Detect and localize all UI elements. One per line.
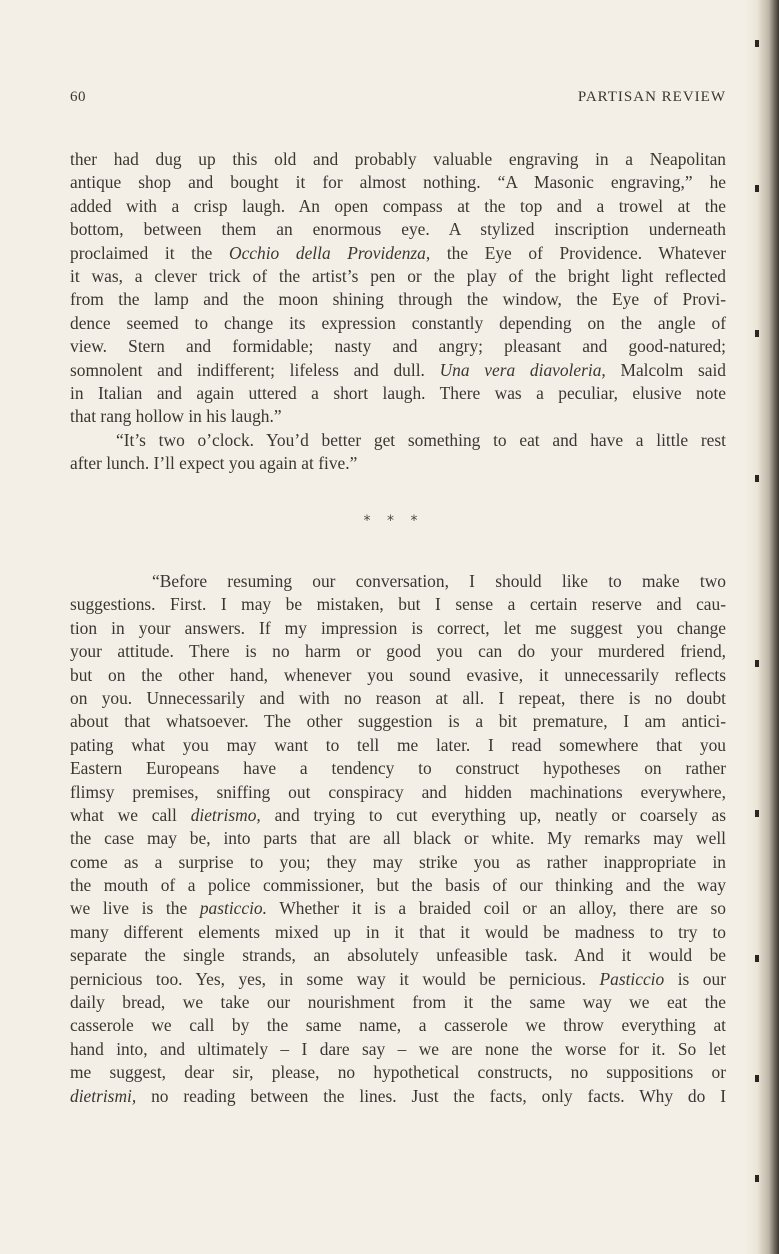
text-run: “It’s two o’clock. You’d better get something to eat and have a little rest xyxy=(116,429,726,450)
text-line xyxy=(70,944,726,967)
text-line xyxy=(70,664,726,687)
text-run: we live is the xyxy=(70,898,200,919)
section-separator: * * * xyxy=(363,513,424,529)
text-line xyxy=(70,897,726,920)
text-line xyxy=(70,1061,726,1084)
text-run: after lunch. I’ll expect you again at five.” xyxy=(70,453,358,474)
text-line xyxy=(70,640,726,663)
edge-mark xyxy=(755,185,759,192)
text-line xyxy=(70,171,726,194)
text-run: hand into, and ultimately – I dare say – we are none the worse for it. So let xyxy=(70,1038,726,1059)
text-line xyxy=(70,570,726,593)
page-header xyxy=(70,89,726,109)
italic-phrase: pasticcio. xyxy=(199,898,267,919)
text-line xyxy=(70,359,726,382)
edge-mark xyxy=(755,1175,759,1182)
edge-mark xyxy=(755,810,759,817)
text-line xyxy=(70,710,726,733)
text-run: your attitude. There is no harm or good you can do your murdered friend, xyxy=(70,641,726,662)
text-line xyxy=(70,851,726,874)
text-run: about that whatsoever. The other suggestion is a bit premature, I am antici- xyxy=(70,711,726,732)
text-run: but on the other hand, whenever you sound evasive, it unnecessarily reflects xyxy=(70,664,726,685)
edge-mark xyxy=(755,475,759,482)
text-run: pating what you may want to tell me later. I read somewhere that you xyxy=(70,734,726,755)
text-line xyxy=(70,617,726,640)
text-run: the Eye of Providence. Whatever xyxy=(430,242,726,263)
text-line xyxy=(70,218,726,241)
italic-phrase: dietrismo, xyxy=(190,804,261,825)
edge-mark xyxy=(755,330,759,337)
text-line xyxy=(70,335,726,358)
text-line xyxy=(70,593,726,616)
text-run: casserole we call by the same name, a casserole we throw everything at xyxy=(70,1015,726,1036)
text-line xyxy=(70,804,726,827)
text-run: from the lamp and the moon shining through the window, the Eye of Provi- xyxy=(70,289,726,310)
text-run: no reading between the lines. Just the facts, only facts. Why do I xyxy=(136,1085,726,1106)
text-line xyxy=(70,1085,726,1108)
text-line xyxy=(70,312,726,335)
text-line xyxy=(70,382,726,405)
text-run: bottom, between them an enormous eye. A stylized inscription underneath xyxy=(70,219,726,240)
edge-mark xyxy=(755,660,759,667)
text-run: it was, a clever trick of the artist’s pen or the play of the bright light reflected xyxy=(70,265,726,286)
edge-mark xyxy=(755,40,759,47)
text-line xyxy=(70,827,726,850)
text-line xyxy=(70,734,726,757)
edge-mark xyxy=(755,955,759,962)
text-run: that rang hollow in his laugh.” xyxy=(70,406,282,427)
text-run: daily bread, we take our nourishment from it the same way we eat the xyxy=(70,992,726,1013)
text-run: proclaimed it the xyxy=(70,242,230,263)
text-line xyxy=(70,148,726,171)
text-line xyxy=(70,429,726,452)
text-run: is our xyxy=(664,968,726,989)
text-run: in Italian and again uttered a short laugh. There was a peculiar, elusive note xyxy=(70,382,726,403)
text-run: come as a surprise to you; they may strike you as rather inappropriate in xyxy=(70,851,726,872)
running-head: PARTISAN REVIEW xyxy=(577,89,726,105)
text-line xyxy=(70,1038,726,1061)
text-run: Malcolm said xyxy=(605,359,727,380)
text-run: “Before resuming our conversation, I should like to make two xyxy=(152,571,726,591)
text-line xyxy=(70,921,726,944)
text-run: dence seemed to change its expression constantly depending on the angle of xyxy=(70,312,726,333)
text-run: view. Stern and formidable; nasty and angry; pleasant and good-natured; xyxy=(70,336,726,357)
italic-phrase: dietrismi, xyxy=(70,1085,137,1106)
text-run: me suggest, dear sir, please, no hypothetical constructs, no suppositions or xyxy=(70,1062,726,1083)
text-run: Eastern Europeans have a tendency to construct hypotheses on rather xyxy=(70,758,726,779)
text-line xyxy=(70,757,726,780)
text-line xyxy=(70,452,726,475)
text-run: ther had dug up this old and probably valuable engraving in a Neapolitan xyxy=(70,149,726,169)
text-line xyxy=(70,265,726,288)
text-line xyxy=(70,874,726,897)
text-run: tion in your answers. If my impression is correct, let me suggest you change xyxy=(70,617,726,638)
page-number: 60 xyxy=(70,89,86,105)
text-line xyxy=(70,288,726,311)
text-run: on you. Unnecessarily and with no reason at all. I repeat, there is no doubt xyxy=(70,687,726,708)
italic-phrase: Una vera diavoleria, xyxy=(439,359,606,380)
text-run: Whether it is a braided coil or an alloy, there are so xyxy=(266,898,726,919)
edge-mark xyxy=(755,1075,759,1082)
text-run: many different elements mixed up in it that it would be madness to try to xyxy=(70,921,726,942)
text-run: and trying to cut everything up, neatly or coarsely as xyxy=(260,804,726,825)
text-line xyxy=(70,242,726,265)
text-run: added with a crisp laugh. An open compass at the top and a trowel at the xyxy=(70,195,726,216)
italic-phrase: Occhio della Providenza, xyxy=(229,242,431,263)
text-run: separate the single strands, an absolutely unfeasible task. And it would be xyxy=(70,945,726,966)
text-run: somnolent and indifferent; lifeless and dull. xyxy=(70,359,440,380)
text-line xyxy=(70,195,726,218)
italic-phrase: Pasticcio xyxy=(599,968,665,989)
text-block-2 xyxy=(70,570,726,1108)
text-line xyxy=(70,1014,726,1037)
text-line xyxy=(70,991,726,1014)
text-run: flimsy premises, sniffing out conspiracy and hidden machinations everywhere, xyxy=(70,781,726,802)
text-line xyxy=(70,405,726,428)
text-line xyxy=(70,687,726,710)
text-run: pernicious too. Yes, yes, in some way it would be pernicious. xyxy=(70,968,600,989)
page-edge-shadow xyxy=(745,0,779,1254)
text-run: what we call xyxy=(70,804,191,825)
text-line xyxy=(70,781,726,804)
text-run: the mouth of a police commissioner, but the basis of our thinking and the way xyxy=(70,875,726,896)
text-run: antique shop and bought it for almost nothing. “A Masonic engraving,” he xyxy=(70,172,726,193)
text-run: the case may be, into parts that are all black or white. My remarks may well xyxy=(70,828,726,849)
text-block-1 xyxy=(70,148,726,475)
text-line xyxy=(70,968,726,991)
text-run: suggestions. First. I may be mistaken, but I sense a certain reserve and cau- xyxy=(70,594,726,615)
